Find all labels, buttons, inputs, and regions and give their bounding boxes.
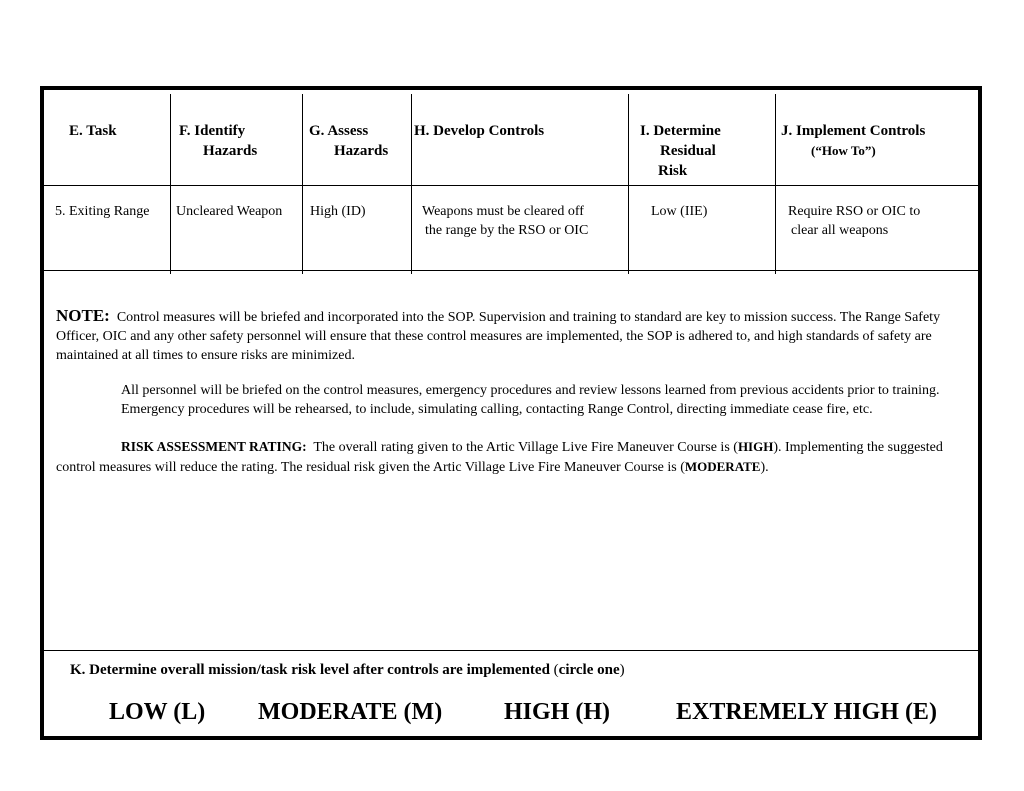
risk-rating-label: RISK ASSESSMENT RATING: — [121, 439, 307, 454]
header-task: E. Task — [69, 123, 117, 139]
section-k-title: K. Determine overall mission/task risk level after controls are implemented (circle one) — [70, 662, 625, 678]
header-determine-residual-risk: I. Determine Residual Risk — [640, 123, 721, 179]
note-label: NOTE: — [56, 306, 110, 325]
column-divider — [302, 94, 303, 274]
header-identify-hazards: F. Identify Hazards — [179, 123, 258, 159]
rating-high: HIGH — [737, 439, 774, 454]
header-row-divider — [44, 185, 978, 186]
header-assess-hazards: G. Assess Hazards — [309, 123, 389, 159]
row-task: 5. Exiting Range — [55, 204, 150, 219]
option-high[interactable]: HIGH (H) — [504, 699, 610, 725]
rating-moderate: MODERATE — [684, 459, 761, 474]
header-develop-controls: H. Develop Controls — [414, 123, 545, 139]
column-divider — [411, 94, 412, 274]
section-k-divider — [44, 650, 978, 651]
option-moderate[interactable]: MODERATE (M) — [258, 699, 443, 725]
column-divider — [628, 94, 629, 274]
row-assess: High (ID) — [310, 204, 366, 219]
row-controls: Weapons must be cleared off the range by the RSO or OIC — [422, 204, 589, 238]
option-low[interactable]: LOW (L) — [109, 699, 206, 725]
column-divider — [170, 94, 171, 274]
column-divider — [775, 94, 776, 274]
risk-rating-paragraph: RISK ASSESSMENT RATING: The overall rating given to the Artic Village Live Fire Maneuver Course is (HIGH). Implementing the suggested control measures will reduce the rating. The residual risk given the Artic Village Live Fire Maneuver Course is (MODERATE). — [56, 439, 943, 475]
briefing-paragraph: All personnel will be briefed on the control measures, emergency procedures and review lessons learned from previous accidents prior to training. Emergency procedures will be rehearsed, to include, simulating calling, contacting Range Control, directing immediate cease fire, etc. — [121, 383, 940, 417]
table-bottom-divider — [44, 270, 978, 271]
option-extremely-high[interactable]: EXTREMELY HIGH (E) — [676, 699, 937, 725]
risk-assessment-form — [40, 86, 982, 740]
row-implement: Require RSO or OIC to clear all weapons — [788, 204, 921, 238]
row-hazard: Uncleared Weapon — [176, 204, 283, 219]
row-residual-risk: Low (IIE) — [651, 204, 708, 219]
header-implement-controls: J. Implement Controls (“How To”) — [781, 123, 926, 158]
note-paragraph: NOTE: Control measures will be briefed and incorporated into the SOP. Supervision and training to standard are key to mission success. The Range Safety Officer, OIC and any other safety personnel will ensure that these control measures are implemented, the SOP is adhered to, and high standards of safety are maintained at all times to ensure risks are minimized. — [56, 306, 941, 363]
